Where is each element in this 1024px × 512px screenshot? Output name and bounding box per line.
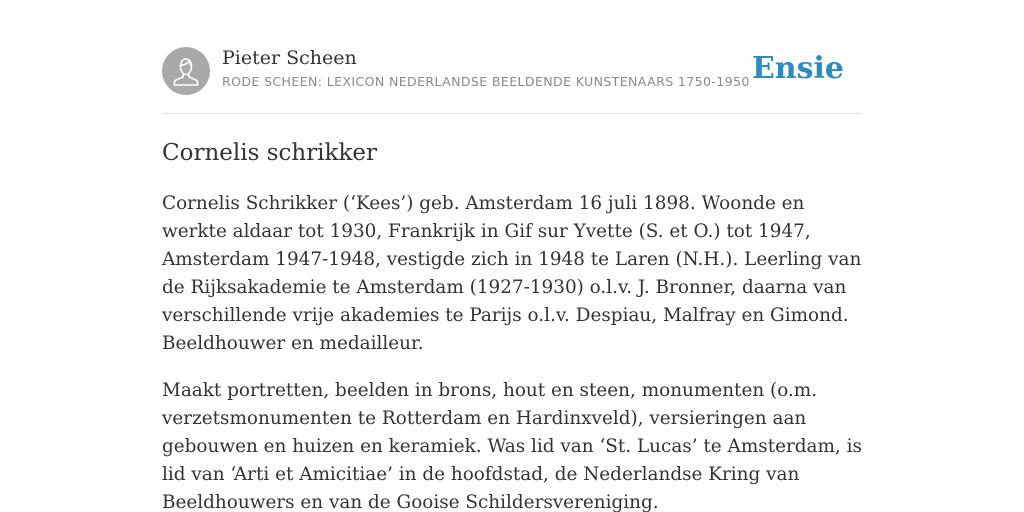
ensie-logo[interactable]: Ensie — [751, 51, 844, 86]
author-name[interactable]: Pieter Scheen — [222, 47, 357, 69]
author-avatar[interactable] — [162, 47, 210, 95]
article-paragraph: Cornelis Schrikker (‘Kees’) geb. Amsterdam 16 juli 1898. Woonde en werkte aldaar tot 1930, Frankrijk in Gif sur Yvette (S. et O.) tot 1947, Amsterdam 1947-1948, vestigde zich in 1948 te Laren (N.H.). Leerling van de Rijksakademie te Amsterdam (1927-1930) o.l.v. J. Bronner, daarna van verschillende vrije akademies te Parijs o.l.v. Despiau, Malfray en Gimond. Beeldhouwer en medailleur. — [162, 193, 862, 354]
article-header — [162, 46, 862, 96]
article-body — [162, 190, 862, 512]
article-paragraph: Maakt portretten, beelden in brons, hout en steen, monumenten (o.m. verzetsmonumenten te Rotterdam en Hardinxveld), versieringen aan gebouwen en huizen en keramiek. Was lid van ‘St. Lucas’ te Amsterdam, is lid van ‘Arti et Amicitiae’ in de hoofdstad, de Nederlandse Kring van Beeldhouwers en van de Gooise Schildersvereniging. — [162, 380, 862, 512]
article-title: Cornelis schrikker — [162, 140, 378, 166]
header-divider — [162, 113, 862, 114]
source-publication[interactable]: RODE SCHEEN: LEXICON NEDERLANDSE BEELDENDE KUNSTENAARS 1750-1950 — [222, 74, 750, 89]
user-silhouette-icon — [162, 47, 210, 95]
